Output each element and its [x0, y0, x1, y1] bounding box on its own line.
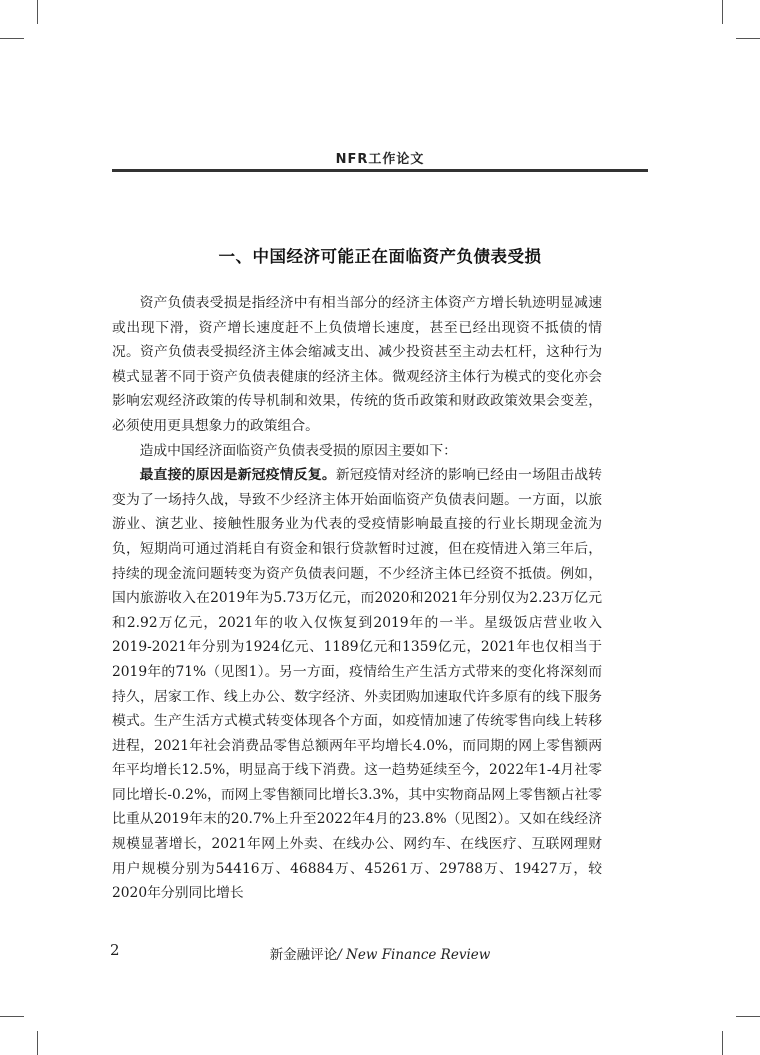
journal-separator: /	[337, 947, 342, 963]
paragraph-covid-body: 新冠疫情对经济的影响已经由一场阻击战转变为了一场持久战，导致不少经济主体开始面临资产负债表问题。一方面，以旅游业、演艺业、接触性服务业为代表的受疫情影响最直接的行业长期现金流为负，短期尚可通过消耗自有资金和银行贷款暂时过渡，但在疫情进入第三年后，持续的现金流问题转变为资产负债表问题，不少经济主体已经资不抵债。例如，国内旅游收入在2019年为5.73万亿元，而2020和2021年分别仅为2.23万亿元和2.92万亿元，2021年的收入仅恢复到2019年的一半。星级饭店营业收入2019-2021年分别为1924亿元、1189亿元和1359亿元，2021年也仅相当于2019年的71%（见图1）。另一方面，疫情给生产生活方式带来的变化将深刻而持久，居家工作、线上办公、数字经济、外卖团购加速取代许多原有的线下服务模式。生产生活方式模式转变体现各个方面，如疫情加速了传统零售向线上转移进程，2021年社会消费品零售总额两年平均增长4.0%，而同期的网上零售额两年平均增长12.5%，明显高于线下消费。这一趋势延续至今，2022年1-4月社零同比增长-0.2%，而网上零售额同比增长3.3%，其中实物商品网上零售额占社零比重从2019年末的20.7%上升至2022年4月的23.8%（见图2）。又如在线经济规模显著增长，2021年网上外卖、在线办公、网约车、在线医疗、互联网理财用户规模分别为54416万、46884万、45261万、29788万、19427万，较2020年分别同比增长	[112, 467, 603, 902]
paragraph-lead-sentence: 最直接的原因是新冠疫情反复。	[139, 467, 336, 484]
header-rule	[112, 169, 648, 172]
journal-name-cn: 新金融评论	[269, 947, 338, 963]
running-header-title: NFR工作论文	[335, 152, 425, 167]
paragraph-covid-cause	[112, 463, 602, 906]
section-heading: 一、中国经济可能正在面临资产负债表受损	[218, 247, 542, 266]
crop-mark-bottom-left-v	[37, 1031, 38, 1055]
crop-mark-bottom-right-v	[722, 1031, 723, 1055]
crop-mark-bottom-left-h	[0, 1016, 24, 1017]
crop-mark-top-right-v	[722, 0, 723, 24]
paragraph-causes-intro: 造成中国经济面临资产负债表受损的原因主要如下：	[139, 442, 457, 459]
journal-name-en: New Finance Review	[346, 947, 491, 963]
crop-mark-top-right-h	[736, 38, 760, 39]
paragraph-definition: 资产负债表受损是指经济中有相当部分的经济主体资产方增长轨迹明显减速或出现下滑，资产增长速度赶不上负债增长速度，甚至已经出现资不抵债的情况。资产负债表受损经济主体会缩减支出、减少投资甚至主动去杠杆，这种行为模式显著不同于资产负债表健康的经济主体。微观经济主体行为模式的变化亦会影响宏观经济政策的传导机制和效果，传统的货币政策和财政政策效果会变差，必须使用更具想象力的政策组合。	[112, 295, 602, 434]
crop-mark-bottom-right-h	[736, 1016, 760, 1017]
crop-mark-top-left-h	[0, 38, 24, 39]
crop-mark-top-left-v	[37, 0, 38, 24]
journal-footer	[0, 943, 760, 963]
page-number: 2	[110, 941, 120, 959]
body-text	[112, 291, 602, 906]
